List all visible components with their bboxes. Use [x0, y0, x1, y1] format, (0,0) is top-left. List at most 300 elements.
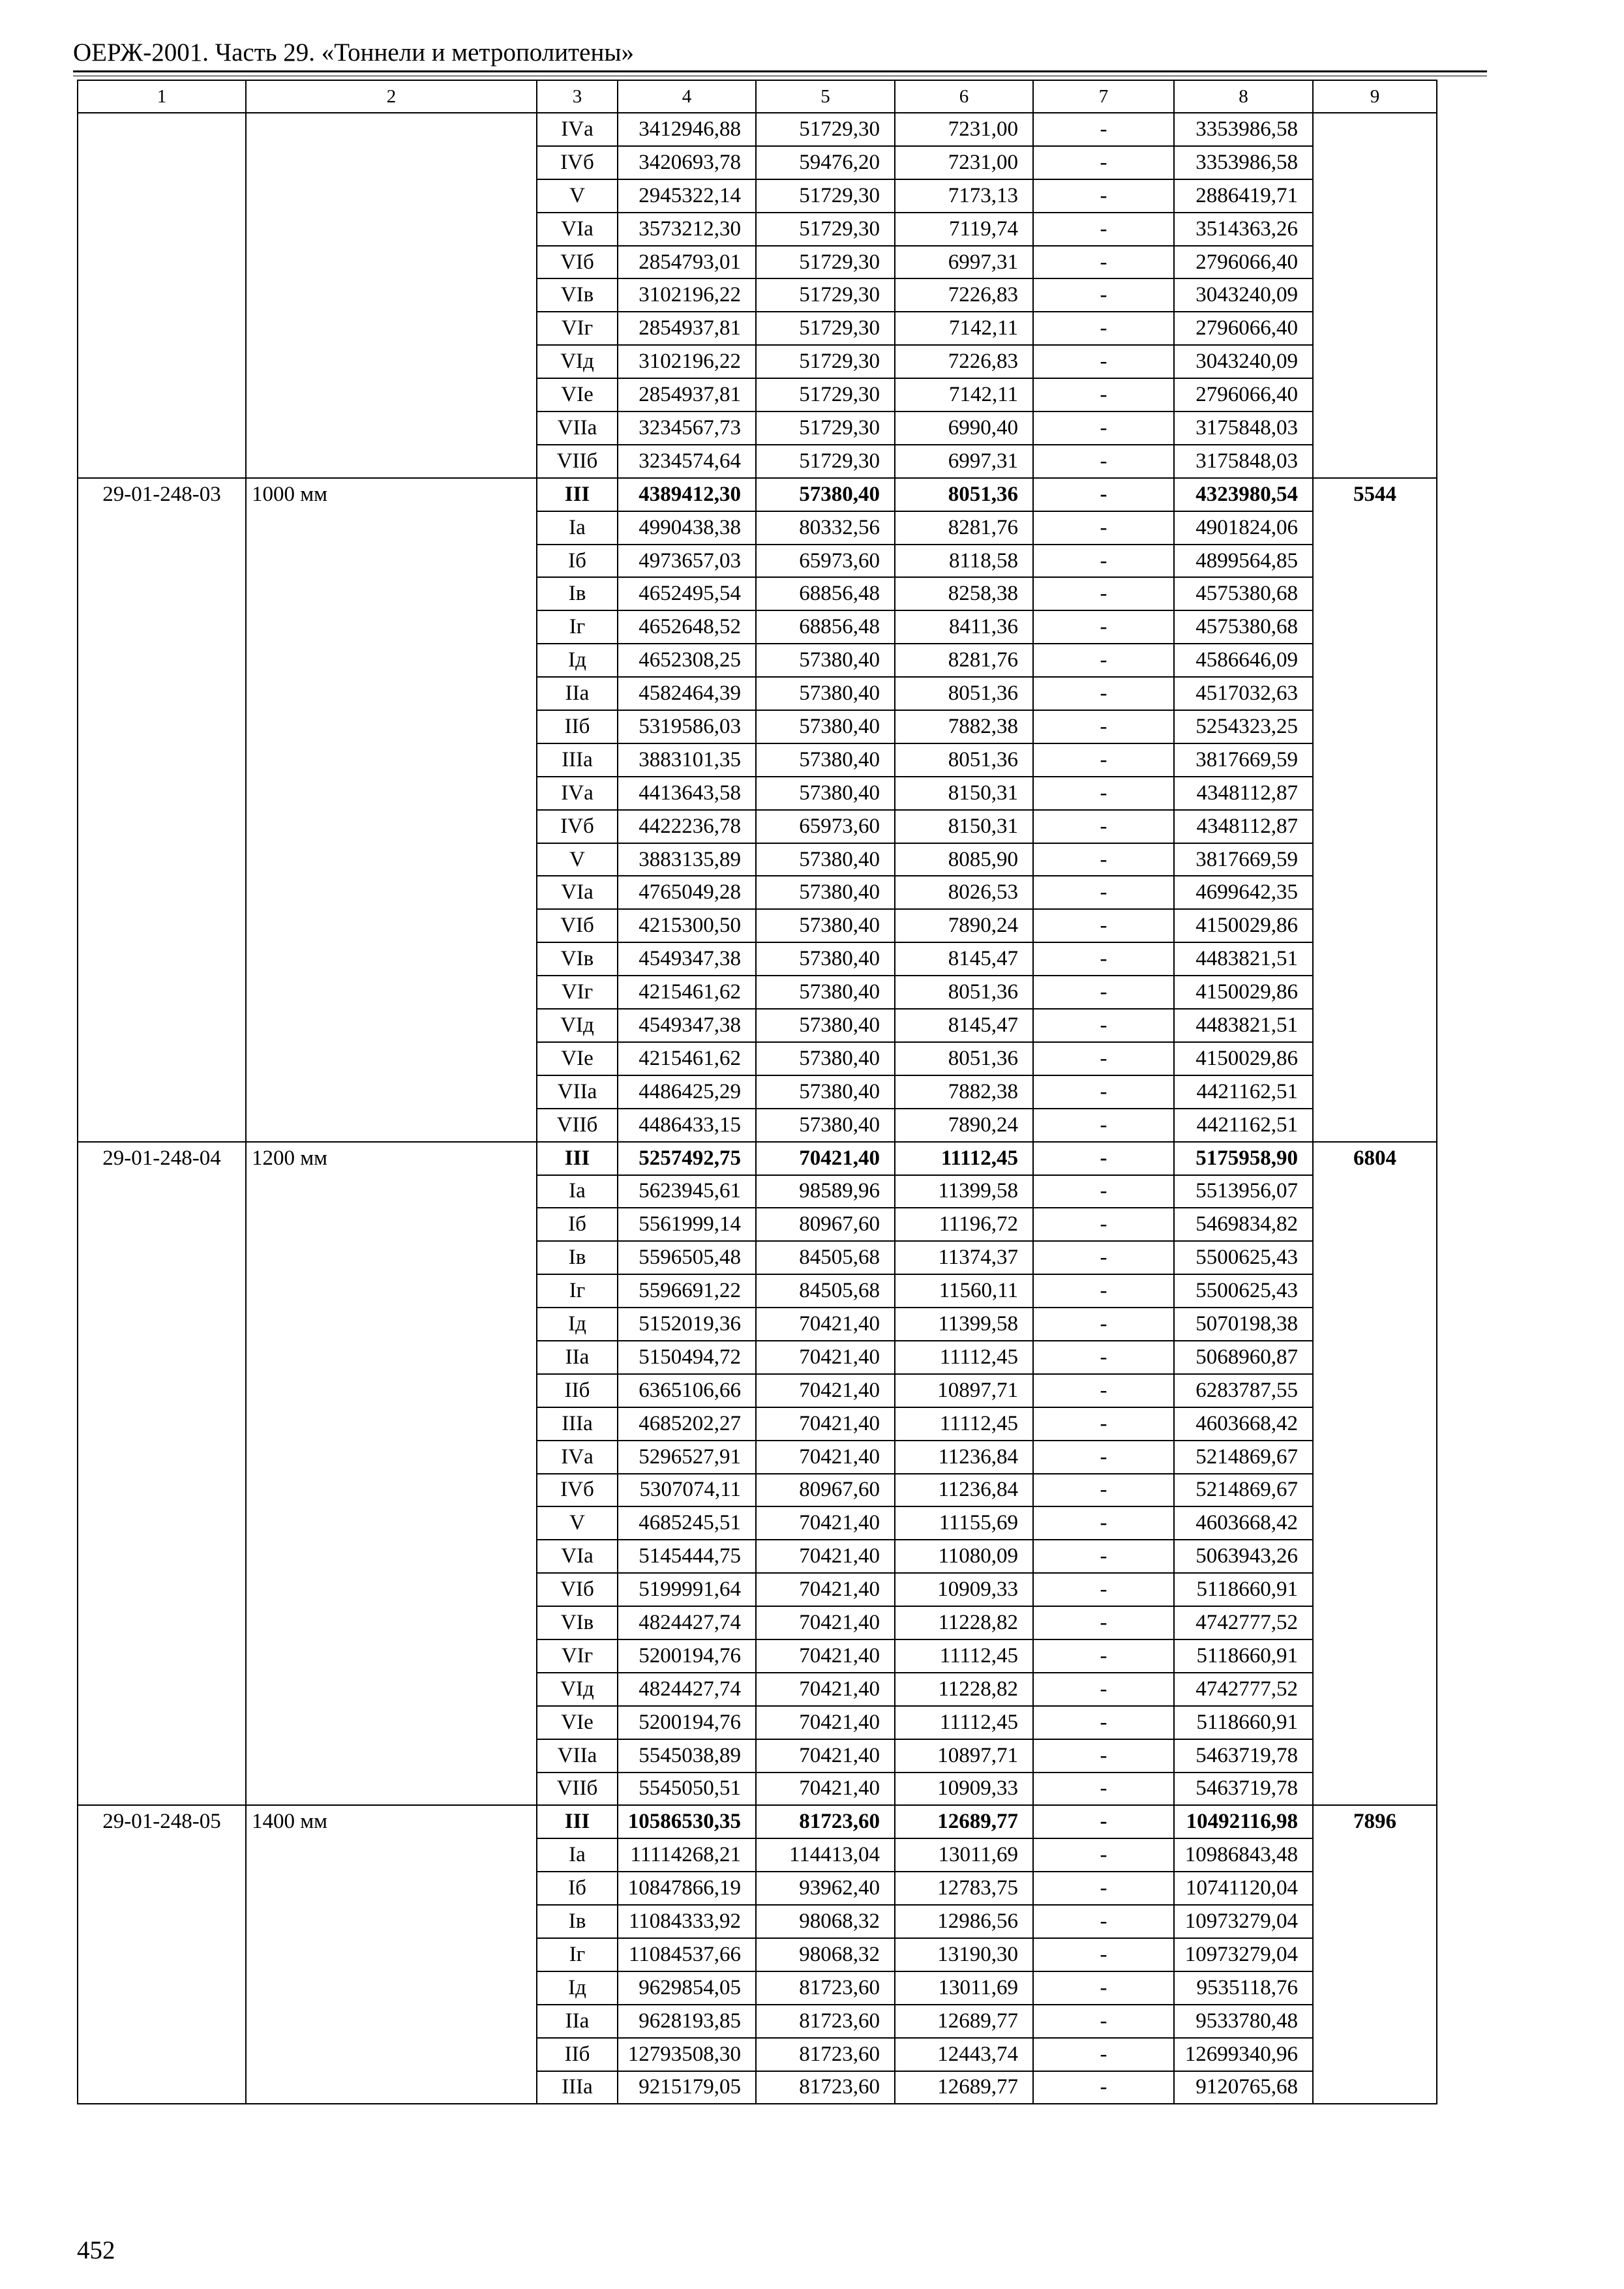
table-row — [78, 478, 1437, 511]
cell-c4: 5145444,75 — [618, 1540, 756, 1573]
cell-c8: 9535118,76 — [1174, 1971, 1313, 2005]
cell-c8: 5500625,43 — [1174, 1241, 1313, 1274]
cell-c8: 9533780,48 — [1174, 2005, 1313, 2038]
cell-c8: 2796066,40 — [1174, 312, 1313, 345]
cell-c3: VIг — [537, 1639, 618, 1673]
item-code: 29-01-248-03 — [78, 478, 246, 1142]
cell-c6: 7226,83 — [895, 345, 1033, 378]
cell-c8: 3353986,58 — [1174, 146, 1313, 179]
cell-c6: 11236,84 — [895, 1441, 1033, 1474]
cell-c8: 4421162,51 — [1174, 1075, 1313, 1109]
cell-c5: 70421,40 — [756, 1606, 895, 1639]
cell-c7: - — [1033, 710, 1174, 743]
cell-c7: - — [1033, 1175, 1174, 1208]
cell-c5: 81723,60 — [756, 2005, 895, 2038]
cell-c6: 11112,45 — [895, 1706, 1033, 1739]
cell-c3: IIа — [537, 1341, 618, 1374]
cell-c7: - — [1033, 1938, 1174, 1971]
cell-c6: 11080,09 — [895, 1540, 1033, 1573]
cell-c5: 70421,40 — [756, 1308, 895, 1341]
cell-c6: 8145,47 — [895, 942, 1033, 976]
cell-c3: VIг — [537, 976, 618, 1009]
cell-c4: 10847866,19 — [618, 1872, 756, 1905]
cell-c8: 4586646,09 — [1174, 644, 1313, 677]
column-number: 8 — [1174, 80, 1313, 113]
cell-c3: Iд — [537, 644, 618, 677]
cell-c5: 70421,40 — [756, 1540, 895, 1573]
cell-c4: 6365106,66 — [618, 1374, 756, 1407]
cell-c8: 4575380,68 — [1174, 610, 1313, 644]
cell-c6: 10897,71 — [895, 1374, 1033, 1407]
cell-c8: 5500625,43 — [1174, 1274, 1313, 1308]
cell-c5: 57380,40 — [756, 1042, 895, 1075]
cell-c5: 70421,40 — [756, 1441, 895, 1474]
cell-c6: 7142,11 — [895, 378, 1033, 411]
cell-c6: 7231,00 — [895, 146, 1033, 179]
cell-c7: - — [1033, 1109, 1174, 1142]
cell-c5: 65973,60 — [756, 545, 895, 578]
cell-c5: 57380,40 — [756, 1075, 895, 1109]
cell-c7: - — [1033, 179, 1174, 213]
cell-c5: 57380,40 — [756, 1109, 895, 1142]
cell-c3: V — [537, 179, 618, 213]
cell-c3: VIа — [537, 1540, 618, 1573]
cell-c3: VIд — [537, 1673, 618, 1706]
cell-c4: 3234567,73 — [618, 411, 756, 445]
cell-c4: 5319586,03 — [618, 710, 756, 743]
cell-c6: 13190,30 — [895, 1938, 1033, 1971]
cell-c6: 8051,36 — [895, 1042, 1033, 1075]
cell-c5: 70421,40 — [756, 1773, 895, 1806]
column-number: 7 — [1033, 80, 1174, 113]
cell-c6: 11112,45 — [895, 1341, 1033, 1374]
cell-c5: 70421,40 — [756, 1506, 895, 1540]
cell-c7: - — [1033, 113, 1174, 146]
cell-c8: 4603668,42 — [1174, 1407, 1313, 1441]
cell-c8: 4899564,85 — [1174, 545, 1313, 578]
cell-c4: 9629854,05 — [618, 1971, 756, 2005]
cell-c5: 51729,30 — [756, 411, 895, 445]
item-name: 1000 мм — [246, 478, 537, 1142]
item-final-value: 6804 — [1313, 1142, 1437, 1806]
cell-c5: 70421,40 — [756, 1142, 895, 1175]
cell-c7: - — [1033, 1407, 1174, 1441]
cell-c4: 3412946,88 — [618, 113, 756, 146]
cell-c4: 5200194,76 — [618, 1706, 756, 1739]
cell-c4: 5623945,61 — [618, 1175, 756, 1208]
cell-c7: - — [1033, 2038, 1174, 2071]
cell-c3: VIв — [537, 278, 618, 312]
cell-c4: 5561999,14 — [618, 1208, 756, 1241]
cell-c8: 2796066,40 — [1174, 378, 1313, 411]
cell-c5: 51729,30 — [756, 213, 895, 246]
cell-c8: 3817669,59 — [1174, 843, 1313, 876]
cell-c5: 81723,60 — [756, 2038, 895, 2071]
header-rule — [73, 70, 1487, 72]
cell-c8: 5175958,90 — [1174, 1142, 1313, 1175]
item-code: 29-01-248-05 — [78, 1805, 246, 2104]
cell-c5: 51729,30 — [756, 179, 895, 213]
cell-c3: VIв — [537, 942, 618, 976]
cell-c7: - — [1033, 1374, 1174, 1407]
cell-c4: 4549347,38 — [618, 1009, 756, 1042]
cell-c8: 4517032,63 — [1174, 677, 1313, 710]
cell-c3: IVб — [537, 146, 618, 179]
cell-c8: 5254323,25 — [1174, 710, 1313, 743]
cell-c4: 4215461,62 — [618, 976, 756, 1009]
cell-c5: 57380,40 — [756, 976, 895, 1009]
cell-c3: Iа — [537, 511, 618, 545]
column-number: 1 — [78, 80, 246, 113]
item-code — [78, 113, 246, 478]
cell-c7: - — [1033, 677, 1174, 710]
cell-c6: 12689,77 — [895, 2005, 1033, 2038]
cell-c5: 51729,30 — [756, 345, 895, 378]
cell-c7: - — [1033, 843, 1174, 876]
cell-c4: 3420693,78 — [618, 146, 756, 179]
cell-c3: Iб — [537, 1872, 618, 1905]
cell-c7: - — [1033, 1009, 1174, 1042]
cell-c3: Iд — [537, 1971, 618, 2005]
cell-c4: 5200194,76 — [618, 1639, 756, 1673]
cell-c4: 10586530,35 — [618, 1805, 756, 1838]
cell-c3: IIIа — [537, 1407, 618, 1441]
cell-c6: 12689,77 — [895, 1805, 1033, 1838]
cell-c7: - — [1033, 1673, 1174, 1706]
cell-c7: - — [1033, 1274, 1174, 1308]
cell-c7: - — [1033, 478, 1174, 511]
cell-c3: Iв — [537, 577, 618, 610]
cell-c4: 5199991,64 — [618, 1573, 756, 1606]
cell-c8: 9120765,68 — [1174, 2071, 1313, 2104]
cell-c8: 4742777,52 — [1174, 1673, 1313, 1706]
cell-c8: 4323980,54 — [1174, 478, 1313, 511]
cell-c6: 7142,11 — [895, 312, 1033, 345]
cell-c4: 4765049,28 — [618, 876, 756, 909]
cell-c6: 8281,76 — [895, 511, 1033, 545]
cell-c6: 8051,36 — [895, 976, 1033, 1009]
cell-c5: 70421,40 — [756, 1573, 895, 1606]
cell-c7: - — [1033, 1308, 1174, 1341]
cell-c7: - — [1033, 1872, 1174, 1905]
cell-c3: VIв — [537, 1606, 618, 1639]
cell-c6: 12689,77 — [895, 2071, 1033, 2104]
cell-c4: 3234574,64 — [618, 445, 756, 478]
cell-c7: - — [1033, 876, 1174, 909]
cell-c5: 57380,40 — [756, 478, 895, 511]
cell-c6: 11228,82 — [895, 1606, 1033, 1639]
cell-c3: IIIа — [537, 2071, 618, 2104]
cell-c8: 2886419,71 — [1174, 179, 1313, 213]
cell-c3: VIг — [537, 312, 618, 345]
cell-c4: 4824427,74 — [618, 1673, 756, 1706]
cell-c7: - — [1033, 1805, 1174, 1838]
cell-c5: 70421,40 — [756, 1407, 895, 1441]
cell-c7: - — [1033, 213, 1174, 246]
cell-c7: - — [1033, 1241, 1174, 1274]
cell-c6: 7173,13 — [895, 179, 1033, 213]
cell-c7: - — [1033, 1540, 1174, 1573]
cell-c4: 5307074,11 — [618, 1474, 756, 1507]
cell-c8: 10973279,04 — [1174, 1905, 1313, 1938]
cell-c5: 68856,48 — [756, 610, 895, 644]
cell-c7: - — [1033, 511, 1174, 545]
cell-c5: 51729,30 — [756, 278, 895, 312]
cell-c8: 3175848,03 — [1174, 445, 1313, 478]
cell-c4: 9628193,85 — [618, 2005, 756, 2038]
cell-c5: 70421,40 — [756, 1341, 895, 1374]
cell-c3: Iг — [537, 1938, 618, 1971]
cell-c6: 7882,38 — [895, 1075, 1033, 1109]
cell-c3: IVб — [537, 1474, 618, 1507]
cell-c6: 11196,72 — [895, 1208, 1033, 1241]
cell-c8: 5513956,07 — [1174, 1175, 1313, 1208]
cell-c6: 8145,47 — [895, 1009, 1033, 1042]
cell-c7: - — [1033, 1341, 1174, 1374]
cell-c5: 98068,32 — [756, 1938, 895, 1971]
cell-c6: 8026,53 — [895, 876, 1033, 909]
cell-c4: 2945322,14 — [618, 179, 756, 213]
cell-c4: 3102196,22 — [618, 345, 756, 378]
cell-c5: 57380,40 — [756, 677, 895, 710]
cell-c8: 4348112,87 — [1174, 777, 1313, 810]
column-number: 4 — [618, 80, 756, 113]
cell-c7: - — [1033, 1441, 1174, 1474]
cell-c4: 4549347,38 — [618, 942, 756, 976]
cell-c6: 8051,36 — [895, 743, 1033, 777]
cell-c6: 7890,24 — [895, 1109, 1033, 1142]
cell-c5: 93962,40 — [756, 1872, 895, 1905]
cell-c8: 5214869,67 — [1174, 1441, 1313, 1474]
cell-c8: 3514363,26 — [1174, 213, 1313, 246]
cell-c5: 81723,60 — [756, 1971, 895, 2005]
cell-c3: VIа — [537, 876, 618, 909]
cell-c6: 8051,36 — [895, 478, 1033, 511]
cell-c6: 8411,36 — [895, 610, 1033, 644]
cell-c5: 70421,40 — [756, 1673, 895, 1706]
cell-c8: 4603668,42 — [1174, 1506, 1313, 1540]
cell-c8: 4150029,86 — [1174, 1042, 1313, 1075]
column-number: 9 — [1313, 80, 1437, 113]
cell-c6: 10897,71 — [895, 1739, 1033, 1773]
cell-c5: 57380,40 — [756, 710, 895, 743]
column-number: 5 — [756, 80, 895, 113]
cell-c6: 8258,38 — [895, 577, 1033, 610]
cell-c5: 57380,40 — [756, 909, 895, 942]
cell-c7: - — [1033, 1739, 1174, 1773]
table-row — [78, 113, 1437, 146]
item-name — [246, 113, 537, 478]
cell-c5: 57380,40 — [756, 1009, 895, 1042]
cell-c5: 59476,20 — [756, 146, 895, 179]
cell-c8: 3353986,58 — [1174, 113, 1313, 146]
item-name: 1400 мм — [246, 1805, 537, 2104]
cell-c7: - — [1033, 777, 1174, 810]
cell-c3: VIIб — [537, 445, 618, 478]
cell-c5: 57380,40 — [756, 644, 895, 677]
cell-c3: Iг — [537, 1274, 618, 1308]
cell-c3: Iв — [537, 1241, 618, 1274]
cell-c6: 11236,84 — [895, 1474, 1033, 1507]
cell-c4: 9215179,05 — [618, 2071, 756, 2104]
cell-c3: IIб — [537, 1374, 618, 1407]
item-final-value: 7896 — [1313, 1805, 1437, 2104]
cell-c6: 6997,31 — [895, 445, 1033, 478]
cell-c7: - — [1033, 545, 1174, 578]
cell-c8: 4421162,51 — [1174, 1109, 1313, 1142]
cell-c5: 57380,40 — [756, 843, 895, 876]
cell-c6: 11112,45 — [895, 1639, 1033, 1673]
cell-c7: - — [1033, 810, 1174, 843]
cell-c3: III — [537, 1142, 618, 1175]
cell-c5: 70421,40 — [756, 1639, 895, 1673]
cell-c4: 2854937,81 — [618, 312, 756, 345]
cell-c4: 4652648,52 — [618, 610, 756, 644]
cell-c3: IIб — [537, 710, 618, 743]
cell-c6: 7119,74 — [895, 213, 1033, 246]
cell-c4: 5545050,51 — [618, 1773, 756, 1806]
cell-c6: 10909,33 — [895, 1573, 1033, 1606]
cell-c4: 5152019,36 — [618, 1308, 756, 1341]
cell-c3: Iб — [537, 1208, 618, 1241]
table-body — [78, 113, 1437, 2104]
cell-c7: - — [1033, 2071, 1174, 2104]
cell-c4: 2854793,01 — [618, 246, 756, 279]
cell-c7: - — [1033, 1474, 1174, 1507]
cell-c3: VIд — [537, 345, 618, 378]
cell-c3: Iа — [537, 1175, 618, 1208]
cell-c7: - — [1033, 1506, 1174, 1540]
page-header-title: ОЕРЖ-2001. Часть 29. «Тоннели и метрополитены» — [73, 38, 635, 67]
cell-c5: 98589,96 — [756, 1175, 895, 1208]
cell-c8: 2796066,40 — [1174, 246, 1313, 279]
column-number: 3 — [537, 80, 618, 113]
cell-c5: 114413,04 — [756, 1838, 895, 1872]
cell-c8: 3817669,59 — [1174, 743, 1313, 777]
cell-c4: 3573212,30 — [618, 213, 756, 246]
cell-c7: - — [1033, 312, 1174, 345]
cell-c3: VIб — [537, 909, 618, 942]
cell-c8: 5118660,91 — [1174, 1639, 1313, 1673]
cell-c8: 4348112,87 — [1174, 810, 1313, 843]
cell-c4: 4824427,74 — [618, 1606, 756, 1639]
item-name: 1200 мм — [246, 1142, 537, 1806]
cell-c7: - — [1033, 1075, 1174, 1109]
cell-c6: 13011,69 — [895, 1971, 1033, 2005]
cell-c8: 10741120,04 — [1174, 1872, 1313, 1905]
cell-c4: 4990438,38 — [618, 511, 756, 545]
item-final-value — [1313, 113, 1437, 478]
cell-c7: - — [1033, 1639, 1174, 1673]
item-code: 29-01-248-04 — [78, 1142, 246, 1806]
cell-c3: Iв — [537, 1905, 618, 1938]
cell-c7: - — [1033, 1606, 1174, 1639]
cell-c6: 11560,11 — [895, 1274, 1033, 1308]
cell-c5: 70421,40 — [756, 1374, 895, 1407]
cell-c6: 8085,90 — [895, 843, 1033, 876]
column-number: 2 — [246, 80, 537, 113]
cell-c3: V — [537, 843, 618, 876]
cell-c4: 4413643,58 — [618, 777, 756, 810]
cell-c4: 11114268,21 — [618, 1838, 756, 1872]
cell-c4: 11084537,66 — [618, 1938, 756, 1971]
cell-c5: 51729,30 — [756, 445, 895, 478]
cell-c5: 70421,40 — [756, 1706, 895, 1739]
cell-c8: 4150029,86 — [1174, 976, 1313, 1009]
cell-c7: - — [1033, 445, 1174, 478]
cell-c4: 4973657,03 — [618, 545, 756, 578]
cell-c8: 5463719,78 — [1174, 1773, 1313, 1806]
cell-c7: - — [1033, 1706, 1174, 1739]
cell-c5: 57380,40 — [756, 942, 895, 976]
cell-c5: 84505,68 — [756, 1241, 895, 1274]
cell-c3: Iа — [537, 1838, 618, 1872]
cell-c4: 3883101,35 — [618, 743, 756, 777]
cell-c3: III — [537, 478, 618, 511]
cell-c6: 13011,69 — [895, 1838, 1033, 1872]
cell-c6: 8150,31 — [895, 777, 1033, 810]
cell-c7: - — [1033, 1905, 1174, 1938]
cell-c5: 57380,40 — [756, 876, 895, 909]
cell-c7: - — [1033, 378, 1174, 411]
cell-c6: 7231,00 — [895, 113, 1033, 146]
cell-c3: IVа — [537, 777, 618, 810]
cell-c8: 5469834,82 — [1174, 1208, 1313, 1241]
cell-c8: 3175848,03 — [1174, 411, 1313, 445]
item-final-value: 5544 — [1313, 478, 1437, 1142]
cell-c7: - — [1033, 411, 1174, 445]
cell-c5: 80967,60 — [756, 1474, 895, 1507]
cell-c4: 4389412,30 — [618, 478, 756, 511]
cell-c8: 5214869,67 — [1174, 1474, 1313, 1507]
cell-c8: 5463719,78 — [1174, 1739, 1313, 1773]
cell-c5: 80967,60 — [756, 1208, 895, 1241]
cell-c8: 5068960,87 — [1174, 1341, 1313, 1374]
cell-c7: - — [1033, 1208, 1174, 1241]
cell-c8: 4699642,35 — [1174, 876, 1313, 909]
cell-c8: 4483821,51 — [1174, 1009, 1313, 1042]
cell-c5: 68856,48 — [756, 577, 895, 610]
cell-c5: 81723,60 — [756, 2071, 895, 2104]
cell-c3: VIIб — [537, 1773, 618, 1806]
cell-c8: 3043240,09 — [1174, 345, 1313, 378]
cell-c8: 4483821,51 — [1174, 942, 1313, 976]
cell-c5: 51729,30 — [756, 246, 895, 279]
cell-c7: - — [1033, 1838, 1174, 1872]
cell-c3: VIIа — [537, 411, 618, 445]
cell-c6: 12783,75 — [895, 1872, 1033, 1905]
cell-c6: 11399,58 — [895, 1175, 1033, 1208]
cell-c6: 12443,74 — [895, 2038, 1033, 2071]
cell-c4: 5545038,89 — [618, 1739, 756, 1773]
cell-c5: 57380,40 — [756, 743, 895, 777]
cell-c3: IIа — [537, 677, 618, 710]
cell-c3: VIа — [537, 213, 618, 246]
cell-c3: IVа — [537, 113, 618, 146]
cell-c4: 3102196,22 — [618, 278, 756, 312]
cell-c8: 6283787,55 — [1174, 1374, 1313, 1407]
cell-c4: 12793508,30 — [618, 2038, 756, 2071]
cell-c3: VIд — [537, 1009, 618, 1042]
cell-c6: 12986,56 — [895, 1905, 1033, 1938]
price-table — [77, 80, 1437, 2104]
cell-c6: 8281,76 — [895, 644, 1033, 677]
cell-c4: 4685202,27 — [618, 1407, 756, 1441]
cell-c6: 8150,31 — [895, 810, 1033, 843]
cell-c5: 65973,60 — [756, 810, 895, 843]
cell-c8: 5118660,91 — [1174, 1573, 1313, 1606]
cell-c4: 4422236,78 — [618, 810, 756, 843]
